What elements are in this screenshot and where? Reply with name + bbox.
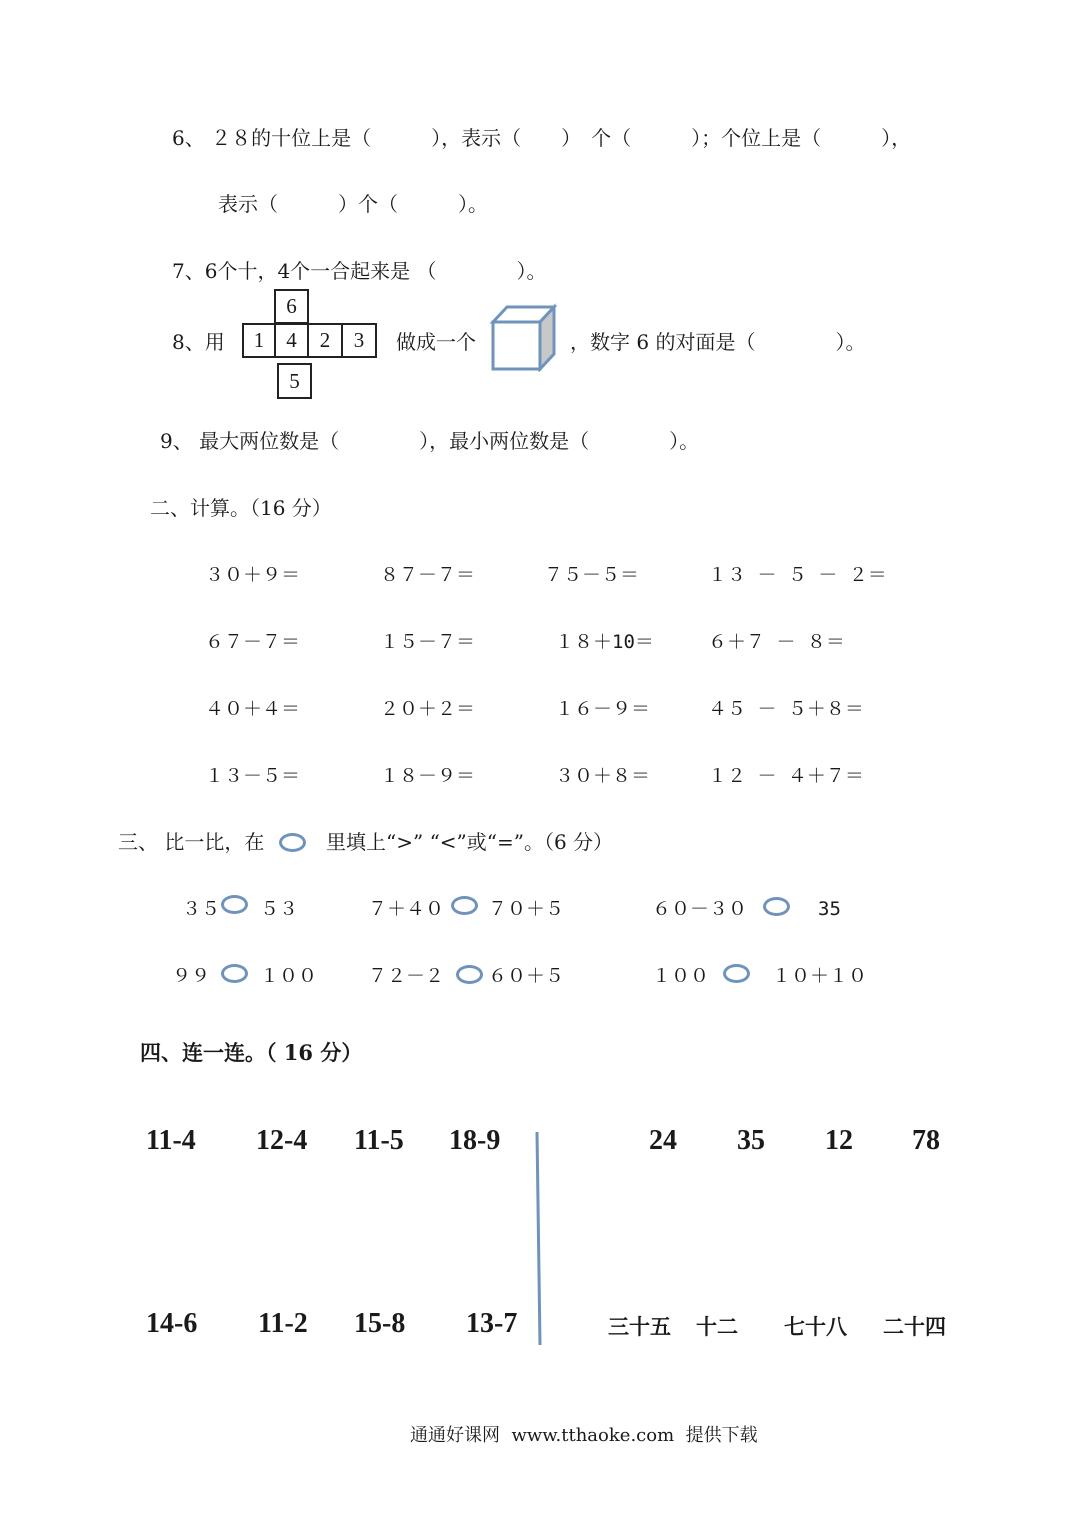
compare-circle[interactable] [456, 965, 483, 984]
footer-credit: 通通好课网 www.tthaoke.com 提供下载 [410, 1425, 758, 1446]
compare-right: ６０＋５ [488, 965, 565, 987]
compare-circle[interactable] [723, 964, 750, 983]
match-item[interactable]: 11-5 [354, 1125, 404, 1156]
net-square: 5 [277, 363, 312, 399]
compare-left: ９９ [172, 965, 211, 987]
calc-item: １５－７＝ [380, 631, 476, 653]
compare-circle[interactable] [451, 896, 478, 915]
calc-item: １６－９＝ [555, 698, 651, 720]
question-7: 7、6个十，4个一合起来是 （ ）。 [172, 259, 547, 283]
question-8-suffix: ，数字 6 的对面是（ ）。 [570, 330, 866, 354]
calc-item: １３－５＝ [205, 765, 301, 787]
match-item[interactable]: 三十五 [608, 1314, 671, 1339]
match-item[interactable]: 十二 [696, 1314, 738, 1339]
net-square: 1 [242, 323, 276, 358]
cube-icon [488, 302, 558, 372]
compare-left: １００ [652, 965, 710, 987]
compare-right: ７０＋５ [488, 898, 565, 920]
calc-item: ６７－７＝ [205, 631, 301, 653]
match-item[interactable]: 24 [649, 1125, 677, 1156]
calc-item: ８７－７＝ [380, 564, 476, 586]
question-8-prefix: 8、用 [172, 330, 225, 354]
match-item[interactable]: 78 [912, 1125, 940, 1156]
section-4-heading: 四、连一连。（ 16 分） [140, 1040, 363, 1065]
calc-item: １３ － ５ － ２＝ [708, 564, 887, 586]
match-item[interactable]: 13-7 [466, 1308, 518, 1339]
match-item[interactable]: 二十四 [883, 1314, 946, 1339]
compare-right: １０＋１０ [772, 965, 868, 987]
compare-right: 35 [818, 898, 841, 920]
net-square: 2 [307, 323, 343, 358]
compare-left: ６０－３０ [652, 898, 748, 920]
calc-item: ４５ － ５＋８＝ [708, 698, 864, 720]
compare-right: ５３ [260, 898, 299, 920]
match-item[interactable]: 七十八 [784, 1314, 847, 1339]
match-item[interactable]: 18-9 [449, 1125, 501, 1156]
compare-circle[interactable] [221, 895, 248, 914]
question-6-line2: 表示（ ）个（ ）。 [218, 192, 488, 216]
match-item[interactable]: 11-2 [258, 1308, 308, 1339]
calc-item: ３０＋９＝ [205, 564, 301, 586]
compare-right: １００ [260, 965, 318, 987]
match-item[interactable]: 11-4 [146, 1125, 196, 1156]
calc-item: ４０＋４＝ [205, 698, 301, 720]
calc-item: ３０＋８＝ [555, 765, 651, 787]
net-square: 4 [274, 323, 309, 358]
calc-item: ７５－５＝ [544, 564, 640, 586]
match-item[interactable]: 12-4 [256, 1125, 308, 1156]
compare-circle[interactable] [221, 964, 248, 983]
match-item[interactable]: 12 [825, 1125, 853, 1156]
calc-item: ６＋７ － ８＝ [708, 631, 845, 653]
calc-item: １８＋10＝ [555, 631, 654, 653]
compare-circle-sample [279, 833, 306, 852]
section-3-heading-b: 里填上“>” “<”或“=”。（6 分） [326, 830, 614, 854]
calc-item: １８－９＝ [380, 765, 476, 787]
compare-circle[interactable] [763, 897, 790, 916]
match-item[interactable]: 15-8 [354, 1308, 406, 1339]
section-2-heading: 二、计算。（16 分） [150, 496, 332, 520]
match-item[interactable]: 14-6 [146, 1308, 198, 1339]
calc-item: １２ － ４＋７＝ [708, 765, 864, 787]
question-6-line1: 6、 ２８的十位上是（ ），表示（ ） 个（ ）；个位上是（ ）， [172, 126, 912, 150]
compare-left: ７２－２ [368, 965, 445, 987]
calc-item: ２０＋２＝ [380, 698, 476, 720]
question-8-middle: 做成一个 [396, 330, 476, 354]
section-3-heading-a: 三、 比一比，在 [118, 830, 265, 854]
question-9: 9、 最大两位数是（ ），最小两位数是（ ）。 [160, 429, 700, 453]
net-square: 6 [274, 289, 309, 324]
match-item[interactable]: 35 [737, 1125, 765, 1156]
compare-left: ３５ [182, 898, 221, 920]
net-square: 3 [341, 323, 377, 358]
compare-left: ７＋４０ [368, 898, 445, 920]
divider-line [530, 1130, 546, 1350]
